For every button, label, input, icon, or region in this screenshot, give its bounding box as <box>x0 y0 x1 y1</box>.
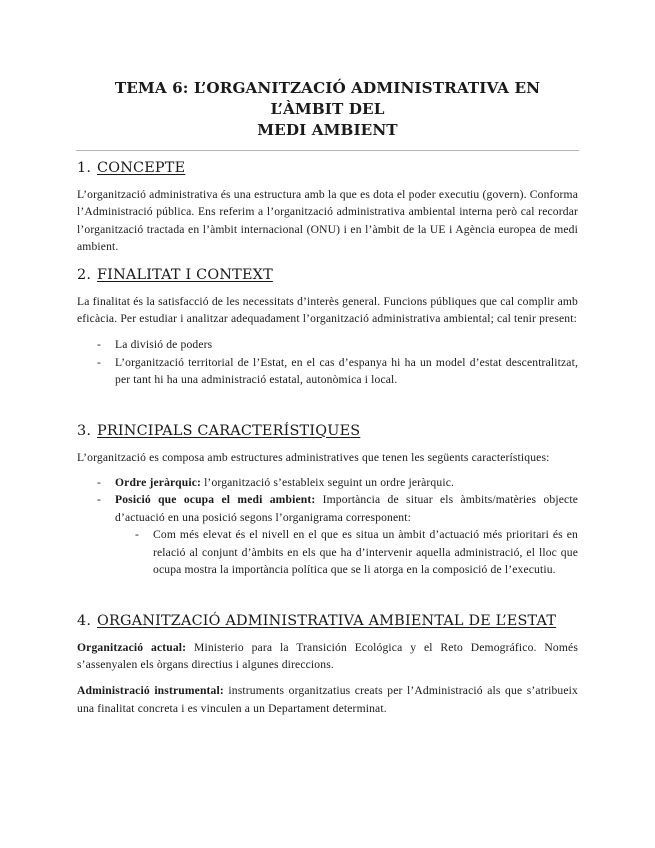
title-line-2: MEDI AMBIENT <box>257 121 398 139</box>
bullet-dash: - <box>97 493 102 507</box>
section-4-paragraph-1 <box>77 639 578 674</box>
section-4-paragraph-2 <box>77 682 578 717</box>
bullet-dash: - <box>97 338 102 352</box>
paragraph-label: Administració instrumental: <box>77 684 224 698</box>
list-item <box>77 474 578 491</box>
bullet-dash: - <box>97 476 102 490</box>
list-item-text: L’organització territorial de l’Estat, en el cas d’espanya hi ha un model d’estat descentralitzat, per tant hi ha una administració estatal, autonòmica i local. <box>115 355 578 387</box>
sub-item-text: Com més elevat és el nivell en el que es situa un àmbit d’actuació més prioritari és en relació al conjunt d’àmbits en els que ha d’intervenir aquella administració, el lloc que ocupa mostra la importància política que se li atorga en la composició de l’executiu. <box>153 528 578 577</box>
section-4-heading <box>77 612 578 630</box>
section-2-list <box>77 336 578 388</box>
section-number: 3. <box>77 422 92 439</box>
section-number: 2. <box>77 266 92 283</box>
section-2-heading <box>77 266 578 284</box>
bullet-dash: - <box>135 528 140 542</box>
section-number: 1. <box>77 160 92 176</box>
list-item-text: La divisió de poders <box>115 338 213 352</box>
paragraph-text: instruments organitzatius creats per l’Administració als que s’atribueix una finalitat concreta i es vinculen a un Departament determinat. <box>77 684 578 715</box>
title-divider <box>76 150 579 151</box>
section-title: ORGANITZACIÓ ADMINISTRATIVA AMBIENTAL DE L’ESTAT <box>97 612 557 629</box>
section-title: PRINCIPALS CARACTERÍSTIQUES <box>97 422 361 439</box>
list-item <box>77 354 578 389</box>
section-3-paragraph: L’organització es composa amb estructures administratives que tenen les següents característiques: <box>77 450 550 464</box>
section-1-heading <box>77 159 578 177</box>
sub-list <box>115 526 578 578</box>
sub-list-item <box>115 526 578 578</box>
section-2-paragraph: La finalitat és la satisfacció de les necessitats d’interès general. Funcions públiques que cal complir amb eficàcia. Per estudiar i analitzar adequadament l’organització administrativa ambiental; cal tenir present: <box>77 294 578 326</box>
bullet-dash: - <box>97 355 102 369</box>
section-1-paragraph: L’organització administrativa és una estructura amb la que es dota el poder executiu (govern). Conforma l’Administració pública. Ens referim a l’organització administrativa ambiental interna però cal recordar l’organització tractada en l’àmbit internacional (ONU) i en l’àmbit de la UE i Agència europea de medi ambient. <box>77 188 578 254</box>
list-item <box>77 336 578 353</box>
list-item <box>77 491 578 578</box>
paragraph-label: Organització actual: <box>77 640 187 654</box>
item-text: Importància de situar els àmbits/matèries objecte d’actuació en una posició segons l’organigrama corresponent: <box>115 493 578 524</box>
paragraph-text: Ministerio para la Transición Ecológica y el Reto Demográfico. Només s’assenyalen els òrgans directius i algunes direccions. <box>77 640 578 671</box>
section-3-heading <box>77 422 578 440</box>
item-text: l’organització s’estableix seguint un ordre jeràrquic. <box>201 476 455 490</box>
title-line-1: TEMA 6: L’ORGANITZACIÓ ADMINISTRATIVA EN L’ÀMBIT DEL <box>114 79 541 118</box>
document-title <box>77 0 578 141</box>
item-label: Ordre jeràrquic: <box>115 476 202 490</box>
section-number: 4. <box>77 612 92 629</box>
section-title: FINALITAT I CONTEXT <box>97 266 273 283</box>
section-title: CONCEPTE <box>97 160 186 176</box>
section-3-list <box>77 474 578 578</box>
item-label: Posició que ocupa el medi ambient: <box>115 493 316 507</box>
